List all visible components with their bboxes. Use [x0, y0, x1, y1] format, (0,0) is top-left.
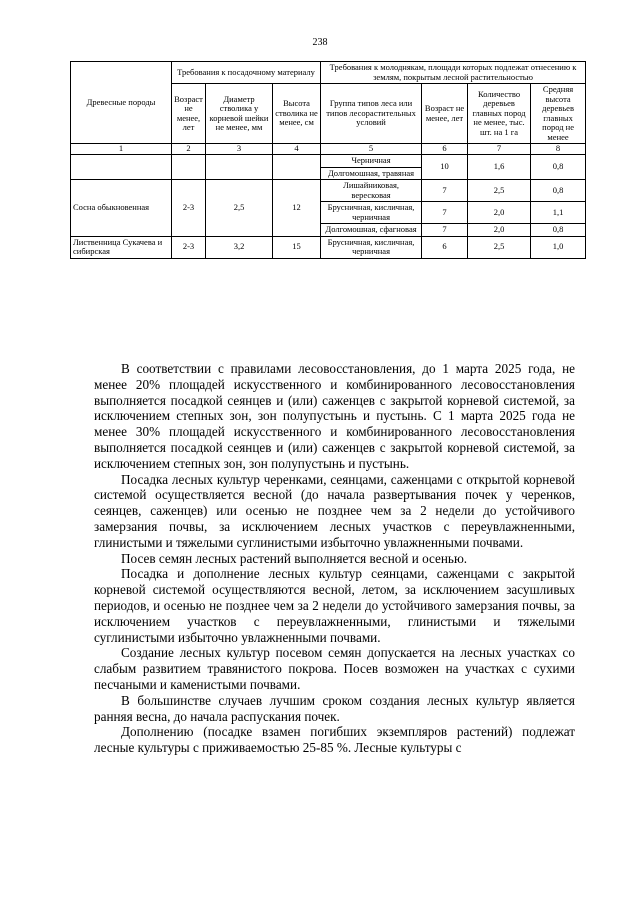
- column-numbers-row: [71, 144, 586, 155]
- young-stand-requirements-header: Требования к молоднякам, площади которых подлежат отнесению к землям, покрытым лесной растительностью: [321, 62, 586, 84]
- table-row: [71, 236, 586, 258]
- young-age-cell: 7: [422, 202, 468, 224]
- column-number: 5: [321, 144, 422, 155]
- paragraph: Создание лесных культур посевом семян допускается на лесных участках со слабым развитием травянистого покрова. Посев возможен на участках с сухими песчаными и каменистыми почвами.: [94, 645, 575, 692]
- young-age-cell: 7: [422, 224, 468, 237]
- young-age-cell: 7: [422, 180, 468, 202]
- table-row: [71, 180, 586, 202]
- seedling-requirements-header: Требования к посадочному материалу: [172, 62, 321, 84]
- paragraph: В соответствии с правилами лесовосстановления, до 1 марта 2025 года, не менее 20% площадей искусственного и комбинированного лесовосстановления выполняется посадкой сеянцев и (или) саженцев с закрытой корневой системой, за исключением степных зон, зон полупустынь и пустынь. С 1 марта 2025 года не менее 30% площадей искусственного и комбинированного лесовосстановления выполняется посадкой сеянцев и (или) саженцев с закрытой корневой системой, за исключением степных зон, зон полупустынь и пустынь.: [94, 361, 575, 471]
- planting-requirements-table: [70, 61, 586, 259]
- tree-count-cell: 2,5: [468, 180, 531, 202]
- tree-count-cell: 2,0: [468, 202, 531, 224]
- column-number: 1: [71, 144, 172, 155]
- species-cell: Лиственница Сукачева и сибирская: [71, 236, 172, 258]
- forest-type-cell: Лишайниковая, вересковая: [321, 180, 422, 202]
- column-number: 7: [468, 144, 531, 155]
- avg-height-header: Средняя высота деревьев главных пород не менее: [531, 84, 586, 144]
- species-cell: Сосна обыкновенная: [71, 180, 172, 237]
- column-number: 3: [206, 144, 273, 155]
- body-text: [94, 361, 575, 756]
- seedling-age-cell: 2-3: [172, 236, 206, 258]
- diameter-cell: 3,2: [206, 236, 273, 258]
- age-header: Возраст не менее, лет: [172, 84, 206, 144]
- diameter-cell: 2,5: [206, 180, 273, 237]
- paragraph: Посадка лесных культур черенками, сеянцами, саженцами с открытой корневой системой осуществляется весной (до начала развертывания почек у черенков, сеянцев, саженцев) или осенью не позднее чем за 2 недели до устойчивого замерзания почвы, за исключением лесных участков с переувлажненными, глинистыми и тяжелыми суглинистыми избыточно увлажненными почвами.: [94, 471, 575, 550]
- tree-count-header: Количество деревьев главных пород не менее, тыс. шт. на 1 га: [468, 84, 531, 144]
- column-number: 4: [273, 144, 321, 155]
- avg-height-cell: 0,8: [531, 224, 586, 237]
- table-row: [71, 155, 586, 168]
- avg-height-cell: 0,8: [531, 180, 586, 202]
- diameter-header: Диаметр стволика у корневой шейки не менее, мм: [206, 84, 273, 144]
- height-header: Высота стволика не менее, см: [273, 84, 321, 144]
- paragraph: Дополнению (посадке взамен погибших экземпляров растений) подлежат лесные культуры с приживаемостью 25-85 %. Лесные культуры с: [94, 724, 575, 756]
- avg-height-cell: 1,0: [531, 236, 586, 258]
- blank-cell: [172, 155, 206, 180]
- stem-height-cell: 15: [273, 236, 321, 258]
- stem-height-cell: 12: [273, 180, 321, 237]
- blank-cell: [71, 155, 172, 180]
- species-header: Древесные породы: [71, 62, 172, 144]
- forest-type-cell: Долгомошная, сфагновая: [321, 224, 422, 237]
- blank-cell: [206, 155, 273, 180]
- young-age-cell: 10: [422, 155, 468, 180]
- tree-count-cell: 1,6: [468, 155, 531, 180]
- column-number: 2: [172, 144, 206, 155]
- page-number: 238: [312, 37, 328, 48]
- tree-count-cell: 2,0: [468, 224, 531, 237]
- forest-type-cell: Брусничная, кисличная, черничная: [321, 202, 422, 224]
- column-number: 8: [531, 144, 586, 155]
- young-age-header: Возраст не менее, лет: [422, 84, 468, 144]
- column-number: 6: [422, 144, 468, 155]
- seedling-age-cell: 2-3: [172, 180, 206, 237]
- forest-type-cell: Черничная: [321, 155, 422, 168]
- tree-count-cell: 2,5: [468, 236, 531, 258]
- paragraph: Посев семян лесных растений выполняется весной и осенью.: [121, 550, 468, 566]
- avg-height-cell: 1,1: [531, 202, 586, 224]
- blank-cell: [273, 155, 321, 180]
- young-age-cell: 6: [422, 236, 468, 258]
- forest-type-header: Группа типов леса или типов лесорастительных условий: [321, 84, 422, 144]
- forest-type-cell: Брусничная, кисличная, черничная: [321, 236, 422, 258]
- paragraph: Посадка и дополнение лесных культур сеянцами, саженцами с закрытой корневой системой осуществляются весной, летом, за исключением засушливых периодов, и осенью не позднее чем за 2 недели до устойчивого замерзания почвы, за исключением участков с переувлажненными, глинистыми и тяжелыми суглинистыми избыточно увлажненными почвами.: [94, 566, 575, 645]
- forest-type-cell: Долгомошная, травяная: [321, 167, 422, 180]
- avg-height-cell: 0,8: [531, 155, 586, 180]
- paragraph: В большинстве случаев лучшим сроком создания лесных культур является ранняя весна, до начала распускания почек.: [94, 692, 575, 724]
